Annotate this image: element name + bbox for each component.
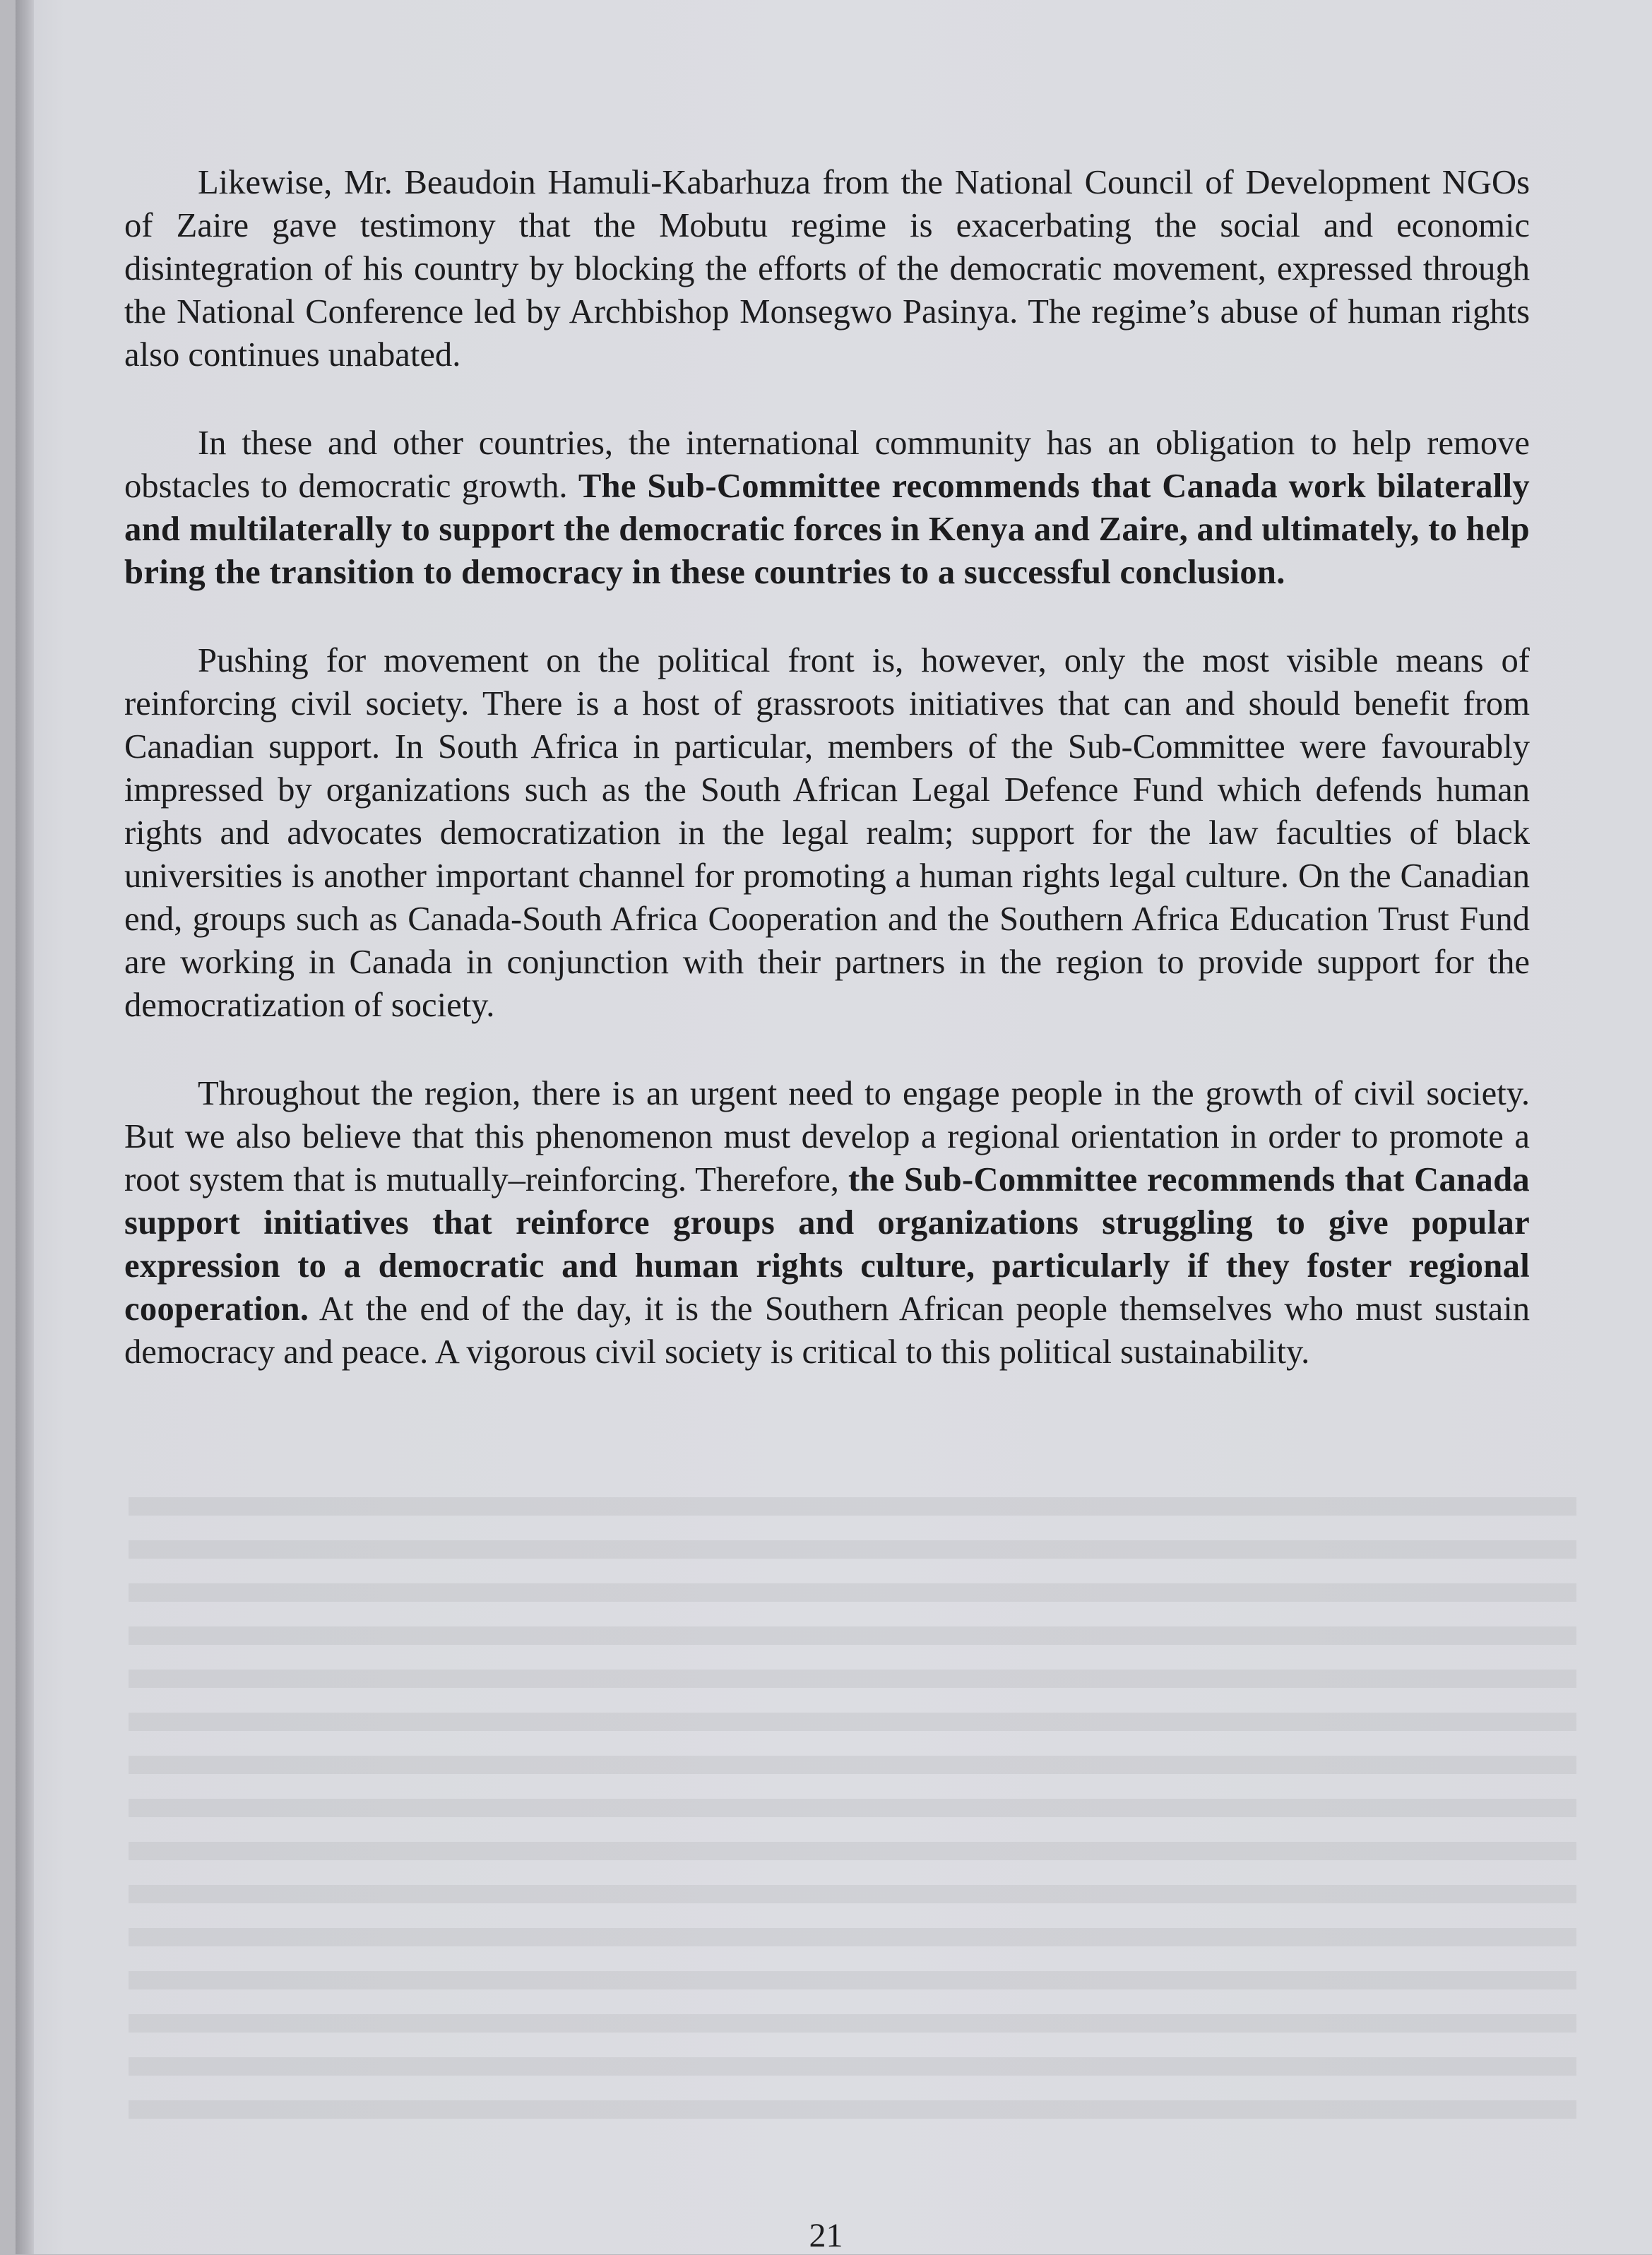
bleed-through-texture <box>129 1497 1576 2133</box>
paragraph-4 <box>124 1072 1530 1374</box>
paragraph-3 <box>124 639 1530 1027</box>
page-number: 21 <box>809 2217 843 2254</box>
paragraph-4-text-intro: Throughout the region, there is an urgent need to engage people in the growth of civil society. But we also believe that this phenomenon must develop a regional orientation in order to promote a root system that is mutually–reinforcing. Therefore, <box>124 1074 1530 1198</box>
paragraph-4-text-conclusion: At the end of the day, it is the Southern African people themselves who must sustain democracy and peace. A vigorous civil society is critical to this political sustainability. <box>124 1290 1530 1371</box>
paragraph-2 <box>124 422 1530 594</box>
paragraph-1-text: Likewise, Mr. Beaudoin Hamuli-Kabarhuza from the National Council of Development NGOs of Zaire gave testimony that the Mobutu regime is exacerbating the social and economic disintegration of his country by blocking the efforts of the democratic movement, expressed through the National Conference led by Archbishop Monsegwo Pasinya. The regime’s abuse of human rights also continues unabated. <box>124 163 1530 374</box>
paragraph-4-recommendation: the Sub-Committee recommends that Canada support initiatives that reinforce groups and organizations struggling to give popular expression to a democratic and human rights culture, particularly if they foster regional cooperation. <box>124 1160 1530 1328</box>
page-gutter-shadow <box>16 0 34 2254</box>
paragraph-2-text: In these and other countries, the international community has an obligation to help remove obstacles to democratic growth. <box>124 424 1530 505</box>
paragraph-2-recommendation: The Sub-Committee recommends that Canada work bilaterally and multilaterally to support the democratic forces in Kenya and Zaire, and ultimately, to help bring the transition to democracy in these countries to a successful conclusion. <box>124 467 1530 591</box>
paragraph-3-text: Pushing for movement on the political front is, however, only the most visible means of reinforcing civil society. There is a host of grassroots initiatives that can and should benefit from Canadian support. In South Africa in particular, members of the Sub-Committee were favourably impressed by organizations such as the South African Legal Defence Fund which defends human rights and advocates democratization in the legal realm; support for the law faculties of black universities is another important channel for promoting a human rights legal culture. On the Canadian end, groups such as Canada-South Africa Cooperation and the Southern Africa Education Trust Fund are working in Canada in conjunction with their partners in the region to provide support for the democratization of society. <box>124 641 1530 1024</box>
body-text <box>124 161 1530 1419</box>
paragraph-1 <box>124 161 1530 376</box>
